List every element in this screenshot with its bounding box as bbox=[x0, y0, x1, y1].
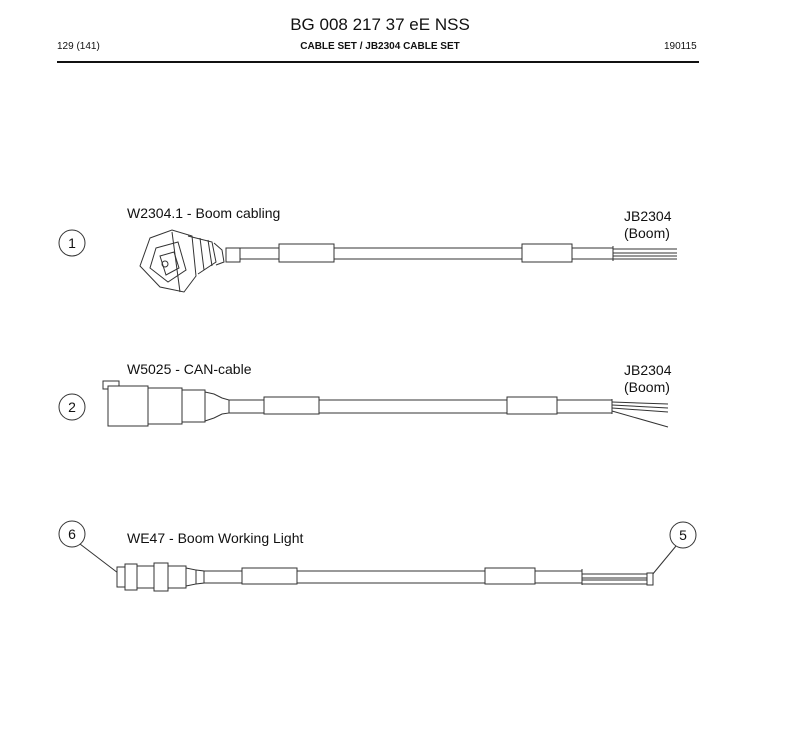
cable-2-sleeve-a bbox=[264, 397, 319, 414]
cable-1-label: W2304.1 - Boom cabling bbox=[127, 205, 281, 221]
cable-1-end-sublabel: (Boom) bbox=[624, 225, 670, 241]
cable-we47 bbox=[59, 521, 696, 591]
light-connector bbox=[117, 563, 204, 591]
cable-1-end-label: JB2304 bbox=[624, 208, 672, 224]
callout-6-leader bbox=[80, 544, 118, 573]
can-connector bbox=[103, 381, 229, 426]
cable-2-end-label: JB2304 bbox=[624, 362, 672, 378]
cable-3-label: WE47 - Boom Working Light bbox=[127, 530, 304, 546]
cable-2-label: W5025 - CAN-cable bbox=[127, 361, 252, 377]
callout-6-number: 6 bbox=[68, 526, 76, 542]
callout-1-number: 1 bbox=[68, 235, 76, 251]
cable-3-sleeve-b bbox=[485, 568, 535, 584]
section-title: CABLE SET / JB2304 CABLE SET bbox=[300, 41, 460, 52]
cable-2-sleeve-b bbox=[507, 397, 557, 414]
date-code: 190115 bbox=[664, 41, 697, 52]
cable-1-sleeve-b bbox=[522, 244, 572, 262]
callout-5-leader bbox=[652, 546, 676, 575]
cable-1-wires bbox=[613, 249, 677, 259]
cable-2-wires bbox=[612, 402, 668, 427]
angled-connector bbox=[140, 230, 240, 292]
cable-3-wire-ends bbox=[647, 573, 653, 585]
cable-3-sleeve-a bbox=[242, 568, 297, 584]
cable-1-sleeve-a bbox=[279, 244, 334, 262]
cable-2-end-sublabel: (Boom) bbox=[624, 379, 670, 395]
cable-w5025 bbox=[59, 361, 672, 427]
cable-3-wires bbox=[582, 574, 650, 584]
page-number: 129 (141) bbox=[57, 41, 100, 52]
cable-w2304-1 bbox=[59, 205, 677, 292]
callout-2-number: 2 bbox=[68, 399, 76, 415]
callout-5-number: 5 bbox=[679, 527, 687, 543]
document-title: BG 008 217 37 eE NSS bbox=[290, 15, 470, 34]
